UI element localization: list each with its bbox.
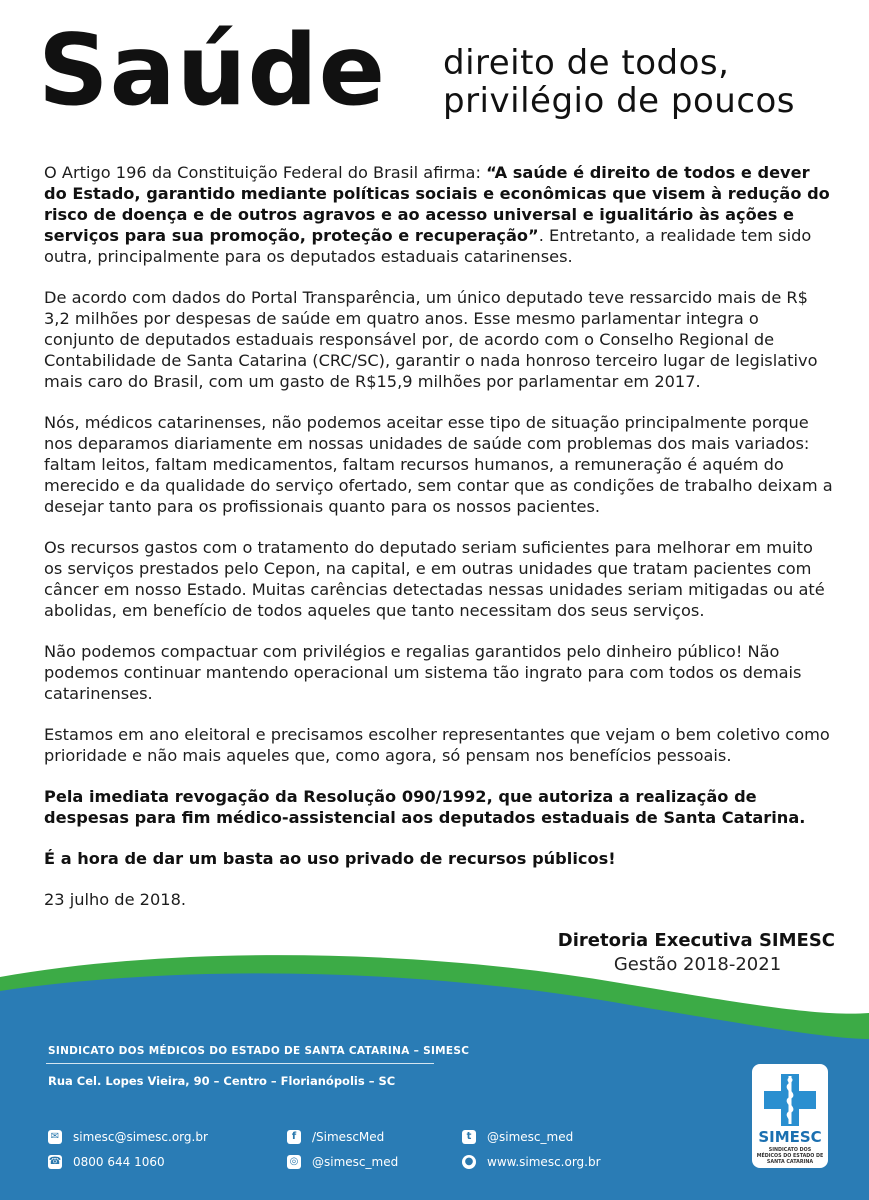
document-date: 23 julho de 2018.: [44, 890, 187, 909]
paragraph-8-slogan: [44, 848, 834, 869]
email-text: simesc@simesc.org.br: [73, 1130, 208, 1144]
facebook-icon: f: [287, 1130, 301, 1144]
paragraph-2: De acordo com dados do Portal Transparência, um único deputado teve ressarcido mais de R$ 3,2 milhões por despesas de saúde em quatro anos. Esse mesmo parlamentar integra o conjunto de deputados estaduais responsável por, de acordo com o Conselho Regional de Contabilidade de Santa Catarina (CRC/SC), garantir o nada honroso terceiro lugar de legislativo mais caro do Brasil, com um gasto de R$15,9 milhões por parlamentar em 2017.: [44, 288, 818, 391]
caduceus-cross-logo-icon: [762, 1072, 818, 1128]
signature-org: Diretoria Executiva SIMESC: [557, 930, 835, 951]
contact-twitter[interactable]: [462, 1130, 573, 1144]
paragraph-6: Estamos em ano eleitoral e precisamos escolher representantes que vejam o bem coletivo como prioridade e não mais aqueles que, como agora, só pensam nos benefícios pessoais.: [44, 725, 830, 765]
footer-address: Rua Cel. Lopes Vieira, 90 – Centro – Florianópolis – SC: [48, 1074, 396, 1088]
constitution-quote: “A saúde é direito de todos e dever do Estado, garantido mediante políticas sociais e econômicas que visem à redução do risco de doença e de outros agravos e ao acesso universal e igualitário às ações e serviços para sua promoção, proteção e recuperação”: [44, 163, 830, 245]
headline-title: Saúde: [38, 14, 387, 128]
subtitle-line-1: direito de todos,: [443, 43, 730, 83]
globe-icon: ●: [462, 1155, 476, 1169]
logo-subtitle: SINDICATO DOS MÉDICOS DO ESTADO DE SANTA CATARINA: [756, 1148, 824, 1165]
contact-facebook[interactable]: [287, 1130, 384, 1144]
paragraph-7-demand: [44, 786, 834, 828]
logo-wordmark: SIMESC: [758, 1128, 822, 1146]
paragraph-3: Nós, médicos catarinenses, não podemos aceitar esse tipo de situação principalmente porque nos deparamos diariamente em nossas unidades de saúde com problemas dos mais variados: faltam leitos, faltam medicamentos, faltam recursos humanos, a remuneração é aquém do merecido e da qualidade do serviço ofertado, sem contar que as condições de trabalho deixam a desejar tanto para os profissionais quanto para os nossos pacientes.: [44, 413, 833, 516]
footer-union-name: SINDICATO DOS MÉDICOS DO ESTADO DE SANTA CATARINA – SIMESC: [48, 1045, 470, 1057]
paragraph-1-intro: O Artigo 196 da Constituição Federal do Brasil afirma:: [44, 163, 487, 182]
paragraph-5: Não podemos compactuar com privilégios e regalias garantidos pelo dinheiro público! Não podemos continuar mantendo operacional um sistema tão ingrato para com todos os demais catarinenses.: [44, 642, 802, 703]
facebook-text: /SimescMed: [312, 1130, 385, 1144]
subtitle-line-2: privilégio de poucos: [443, 81, 796, 121]
contact-email[interactable]: [48, 1130, 208, 1144]
paragraph-4: Os recursos gastos com o tratamento do deputado seriam suficientes para melhorar em muito os serviços prestados pelo Cepon, na capital, e em outras unidades que tratam pacientes com câncer em nosso Estado. Muitas carências detectadas nessas unidades seriam mitigadas ou até abolidas, em benefício de todos aqueles que tanto necessitam dos seus serviços.: [44, 538, 825, 620]
footer-divider: [46, 1063, 434, 1064]
paragraph-1: [44, 162, 834, 267]
email-icon: ✉: [48, 1130, 62, 1144]
headline-subtitle: [443, 44, 795, 120]
contact-phone[interactable]: [48, 1155, 165, 1169]
website-text: www.simesc.org.br: [487, 1155, 601, 1169]
paragraph-1-rest: . Entretanto, a realidade tem sido outra, principalmente para os deputados estaduais catarinenses.: [44, 226, 812, 266]
instagram-icon: ◎: [287, 1155, 301, 1169]
simesc-logo: [752, 1064, 828, 1168]
phone-icon: ☎: [48, 1156, 62, 1167]
signature-term: Gestão 2018-2021: [613, 954, 782, 975]
demand-text: Pela imediata revogação da Resolução 090/1992, que autoriza a realização de despesas para fim médico-assistencial aos deputados estaduais de Santa Catarina.: [44, 787, 806, 827]
contact-instagram[interactable]: [287, 1155, 398, 1169]
twitter-text: @simesc_med: [487, 1130, 574, 1144]
slogan-text: É a hora de dar um basta ao uso privado de recursos públicos!: [44, 849, 616, 868]
contact-website[interactable]: [462, 1155, 601, 1169]
instagram-text: @simesc_med: [312, 1155, 399, 1169]
twitter-icon: t: [462, 1130, 476, 1144]
phone-text: 0800 644 1060: [73, 1155, 165, 1169]
article-body: [44, 162, 834, 930]
